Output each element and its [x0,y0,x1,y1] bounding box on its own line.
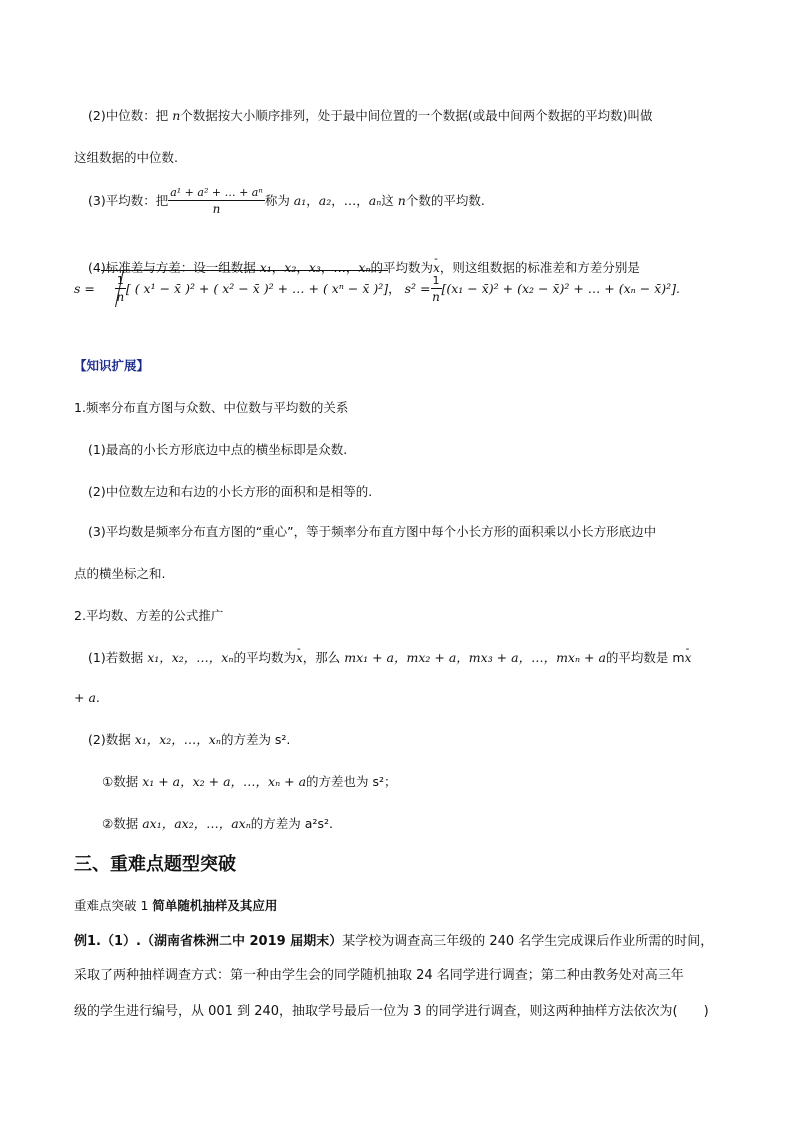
example-source: （湖南省株洲二中 2019 届期末） [140,934,343,949]
example-label: 例1.（1）. [74,934,141,949]
extension-item2-2-b [0,814,794,834]
median-text: 个数据按大小顺序排列，处于最中间位置的一个数据(或最中间两个数据的平均数)叫做 [180,108,653,123]
mean-definition: (3)平均数：把 $\frac{\text{a¹ + a² + … + aⁿ}}{n}$ 称为 a₁，a₂，…，aₙ这 n个数的平均数. [88,186,485,216]
var-x3: x₃ [308,260,321,275]
section-title: 三、重难点题型突破 [74,854,236,875]
var-sum: [(x₁ − x̄)² + (x₂ − x̄)² + … + (xₙ − x̄)²]. [441,281,680,296]
item2-2-tail: 的方差为 s². [220,732,291,747]
xbar-symbol: - x [296,648,303,668]
extension-item1-3-line2: 点的横坐标之和. [74,566,166,581]
breakthrough-label: 重难点突破 1 [74,898,153,913]
item2-1-line2: + a. [74,690,100,705]
item2-1-then: ，那么 [302,650,345,665]
example-text-1: 某学校为调查高三年级的 240 名学生完成课后作业所需的时间， [342,934,714,949]
mean-fraction-numerator: a¹ + a² + … + aⁿ [170,186,263,199]
std-formula-line: s = $\frac{1}{n}$ [ ( x¹ − x̄ )² + ( x² − x̄ )² + … + ( xⁿ − x̄ )²]， s² = $\frac{1}{n}$ [(x₁ − x̄)² + (x₂ − x̄)² + … + (xₙ − x̄)²]. [0,270,794,307]
var-a2: a₂ [318,193,332,208]
extension-item2-2 [0,730,794,750]
item2-2-a-expr: x₁ + a，x₂ + a，…，xₙ + a [142,774,307,789]
breakthrough-heading [0,896,794,916]
item2-2-prefix: (2)数据 [88,732,135,747]
std-fraction-denominator: n [116,290,125,304]
example-line1 [0,932,794,952]
example-line3: 级的学生进行编号，从 001 到 240，抽取学号最后一位为 3 的同学进行调查，则这两种抽样方法依次为( ) [74,1004,709,1019]
var-n: n [397,193,406,208]
median-definition-line1 [0,106,794,126]
item2-1-vars: x₁，x₂，…，xₙ [147,650,234,665]
extension-item2-title: 2.平均数、方差的公式推广 [74,608,224,623]
var-fraction-denominator: n [432,290,440,304]
var-x1: x₁ [259,260,272,275]
var-an: aₙ [368,193,382,208]
extension-item2-2-a [0,772,794,792]
extension-item1-1: (1)最高的小长方形底边中点的横坐标即是众数. [88,442,348,457]
item2-1-prefix: (1)若数据 [88,650,148,665]
extension-item2-1-line2 [0,688,794,708]
mean-fraction-denominator: n [212,202,221,216]
mean-fraction [168,186,265,217]
std-sum: [ ( x¹ − x̄ )² + ( x² − x̄ )² + … + ( xⁿ − x̄ )²] [125,281,389,296]
extension-item1-title: 1.频率分布直方图与众数、中位数与平均数的关系 [74,400,349,415]
median-prefix: (2)中位数：把 [88,108,173,123]
mean-suffix-1: 称为 [264,193,294,208]
item2-2-a-prefix: ①数据 [102,774,143,789]
mean-prefix: (3)平均数：把 [88,193,169,208]
item2-1-expr: mx₁ + a，mx₂ + a，mx₃ + a，…，mxₙ + a [344,650,606,665]
sqrt-sign [101,270,388,307]
var-n: n [172,108,181,123]
item2-2-b-prefix: ②数据 [102,816,143,831]
var-a1: a₁ [293,193,307,208]
median-definition-line2: 这组数据的中位数. [74,150,178,165]
std-fraction [115,274,126,305]
item2-1-mid: 的平均数为 [233,650,296,665]
std-definition-line1: (4)标准差与方差：设一组数据 x₁，x₂，x₃，…，xₙ的平均数为- x，则这组数据的标准差和方差分别是 [0,258,794,278]
mean-dots: ，…， [331,193,369,208]
var-fraction [431,274,442,305]
std-mid: 的平均数为 [370,260,434,275]
var-x2: x₂ [284,260,297,275]
xbar-symbol: - x [685,648,692,668]
var-fraction-numerator: 1 [432,274,440,287]
var-xn: xₙ [358,260,371,275]
s2-equals: s² = [404,281,431,296]
s-equals: s = [74,281,95,296]
extension-item1-3-line1: (3)平均数是频率分布直方图的“重心”，等于频率分布直方图中每个小长方形的面积乘以小长方形底边中 [88,524,657,539]
extension-item2-1-line1 [0,648,794,668]
item2-1-tail: 的平均数是 m [605,650,685,665]
breakthrough-title: 简单随机抽样及其应用 [152,898,278,913]
item2-2-a-tail: 的方差也为 s²； [306,774,397,789]
item2-2-b-expr: ax₁，ax₂，…，axₙ [142,816,251,831]
mean-suffix-2: 这 [381,193,398,208]
example-line2: 采取了两种抽样调查方式：第一种由学生会的同学随机抽取 24 名同学进行调查；第二种由教务处对高三年 [74,968,684,983]
extension-header: 【知识扩展】 [74,358,150,373]
xbar-symbol: - x [433,258,440,278]
std-prefix: (4)标准差与方差：设一组数据 [88,260,260,275]
std-suffix: ，则这组数据的标准差和方差分别是 [439,260,640,275]
std-fraction-numerator: 1 [116,274,124,287]
extension-item1-2: (2)中位数左边和右边的小长方形的面积和是相等的. [88,484,373,499]
item2-2-vars: x₁，x₂，…，xₙ [134,732,221,747]
mean-suffix-3: 个数的平均数. [405,193,485,208]
item2-2-b-tail: 的方差为 a²s². [250,816,333,831]
